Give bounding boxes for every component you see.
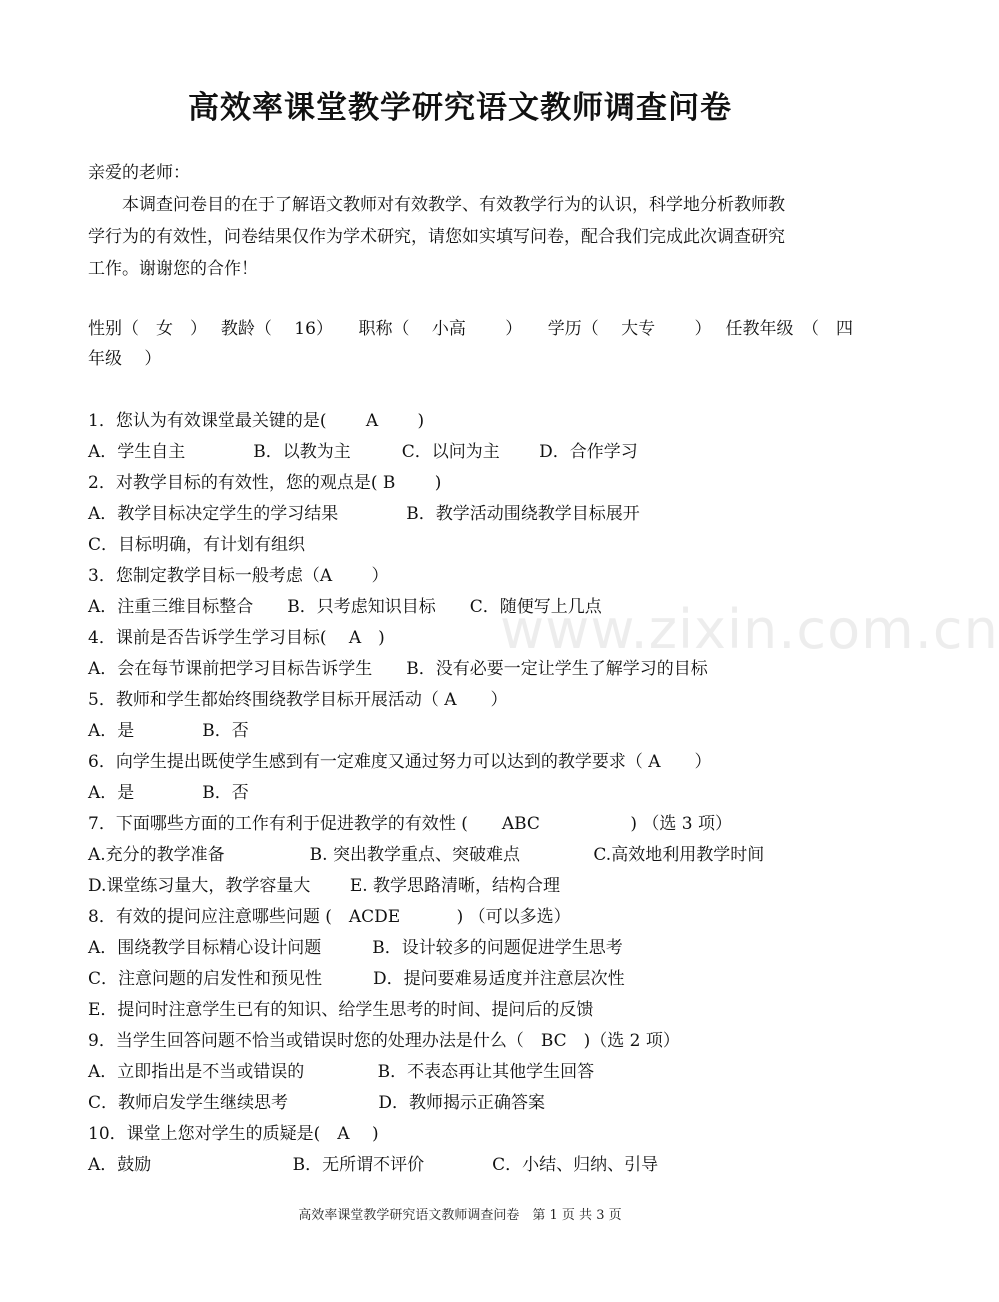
page-footer: 高效率课堂教学研究语文教师调查问卷 第 1 页 共 3 页 — [298, 1208, 622, 1223]
question-line: A．会在每节课前把学习目标告诉学生 B．没有必要一定让学生了解学习的目标 — [88, 659, 708, 679]
info-line-1: 性别（ 女 ） 教龄（ 16） 职称（ 小高 ） 学历（ 大专 ） 任教年级 （ 四 — [88, 319, 853, 339]
question-line: 7．下面哪些方面的工作有利于促进教学的有效性 ( ABC ) （选 3 项） — [88, 814, 733, 834]
question-line: A．学生自主 B．以教为主 C．以问为主 D．合作学习 — [88, 442, 638, 462]
question-line: 4．课前是否告诉学生学习目标( A ) — [88, 628, 385, 648]
intro-line-3: 工作。谢谢您的合作！ — [88, 259, 258, 279]
question-line: 9．当学生回答问题不恰当或错误时您的处理办法是什么（ BC )（选 2 项） — [88, 1031, 680, 1051]
question-line: E．提问时注意学生已有的知识、给学生思考的时间、提问后的反馈 — [88, 1000, 594, 1020]
question-line: 10．课堂上您对学生的质疑是( A ) — [88, 1124, 379, 1144]
question-line: C．目标明确，有计划有组织 — [88, 535, 306, 555]
question-line: 1．您认为有效课堂最关键的是( A ) — [88, 411, 425, 431]
question-line: 3．您制定教学目标一般考虑（A ） — [88, 566, 389, 586]
question-line: A．是 B．否 — [88, 783, 249, 803]
question-line: D.课堂练习量大，教学容量大 E. 教学思路清晰，结构合理 — [88, 876, 561, 896]
question-line: 8．有效的提问应注意哪些问题 ( ACDE ) （可以多选） — [88, 907, 571, 927]
question-line: 2．对教学目标的有效性，您的观点是( B ) — [88, 473, 442, 493]
question-line: A．围绕教学目标精心设计问题 B．设计较多的问题促进学生思考 — [88, 938, 623, 958]
intro-line-2: 学行为的有效性，问卷结果仅作为学术研究，请您如实填写问卷，配合我们完成此次调查研究 — [88, 227, 785, 247]
greeting: 亲爱的老师： — [88, 163, 190, 183]
question-line: C．教师启发学生继续思考 D．教师揭示正确答案 — [88, 1093, 546, 1113]
info-line-2: 年级 ） — [88, 349, 162, 369]
question-line: A．立即指出是不当或错误的 B．不表态再让其他学生回答 — [88, 1062, 595, 1082]
question-line: A.充分的教学准备 B. 突出教学重点、突破难点 C.高效地利用教学时间 — [88, 845, 765, 865]
question-line: A．注重三维目标整合 B．只考虑知识目标 C．随便写上几点 — [88, 597, 602, 617]
question-line: 6．向学生提出既使学生感到有一定难度又通过努力可以达到的教学要求（ A ） — [88, 752, 712, 772]
intro-line-1: 本调查问卷目的在于了解语文教师对有效教学、有效教学行为的认识，科学地分析教师教 — [88, 195, 785, 215]
question-line: 5．教师和学生都始终围绕教学目标开展活动（ A ） — [88, 690, 508, 710]
watermark: www.zixin.com.cn — [500, 598, 999, 661]
question-line: A．教学目标决定学生的学习结果 B．教学活动围绕教学目标展开 — [88, 504, 640, 524]
question-line: C．注意问题的启发性和预见性 D．提问要难易适度并注意层次性 — [88, 969, 625, 989]
question-line: A．是 B．否 — [88, 721, 249, 741]
page-title: 高效率课堂教学研究语文教师调查问卷 — [188, 90, 732, 126]
question-line: A．鼓励 B．无所谓不评价 C．小结、归纳、引导 — [88, 1155, 659, 1175]
